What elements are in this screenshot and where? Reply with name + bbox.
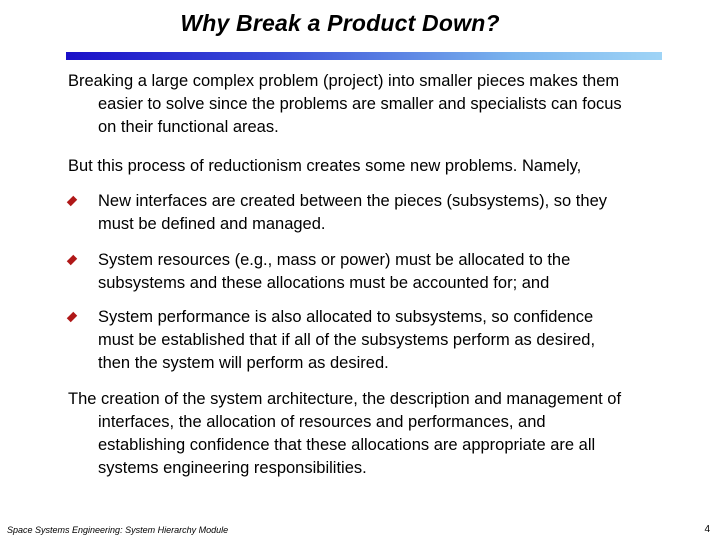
conclusion-line: The creation of the system architecture, the description and management of xyxy=(68,390,622,408)
bullet-line: System resources (e.g., mass or power) must be allocated to the xyxy=(98,251,571,269)
lead-line: But this process of reductionism creates some new problems. Namely, xyxy=(68,157,582,175)
intro-line: easier to solve since the problems are smaller and specialists can focus xyxy=(98,95,622,113)
intro-line: Breaking a large complex problem (project) into smaller pieces makes them xyxy=(68,72,620,90)
intro-paragraph xyxy=(68,70,688,139)
bullet-line: then the system will perform as desired. xyxy=(98,354,389,372)
conclusion-paragraph xyxy=(68,388,688,480)
intro-line: on their functional areas. xyxy=(98,118,279,136)
bullet-line: subsystems and these allocations must be accounted for; and xyxy=(98,274,550,292)
bullet-item-resources xyxy=(68,249,688,295)
bullet-line: must be defined and managed. xyxy=(98,215,326,233)
footer-course-title: Space Systems Engineering: System Hierarchy Module xyxy=(7,525,229,535)
conclusion-line: interfaces, the allocation of resources and performances, and xyxy=(98,413,546,431)
bullet-item-interfaces xyxy=(68,190,688,236)
lead-paragraph xyxy=(68,155,688,178)
bullet-item-performance xyxy=(68,306,688,375)
conclusion-line: establishing confidence that these allocations are appropriate are all xyxy=(98,436,596,454)
slide-title: Why Break a Product Down? xyxy=(180,10,500,36)
page-number: 4 xyxy=(704,524,710,535)
bullet-line: must be established that if all of the subsystems perform as desired, xyxy=(98,331,596,349)
title-underline-rule xyxy=(66,52,662,60)
bullet-line: System performance is also allocated to subsystems, so confidence xyxy=(98,308,594,326)
bullet-line: New interfaces are created between the pieces (subsystems), so they xyxy=(98,192,607,210)
conclusion-line: systems engineering responsibilities. xyxy=(98,459,367,477)
